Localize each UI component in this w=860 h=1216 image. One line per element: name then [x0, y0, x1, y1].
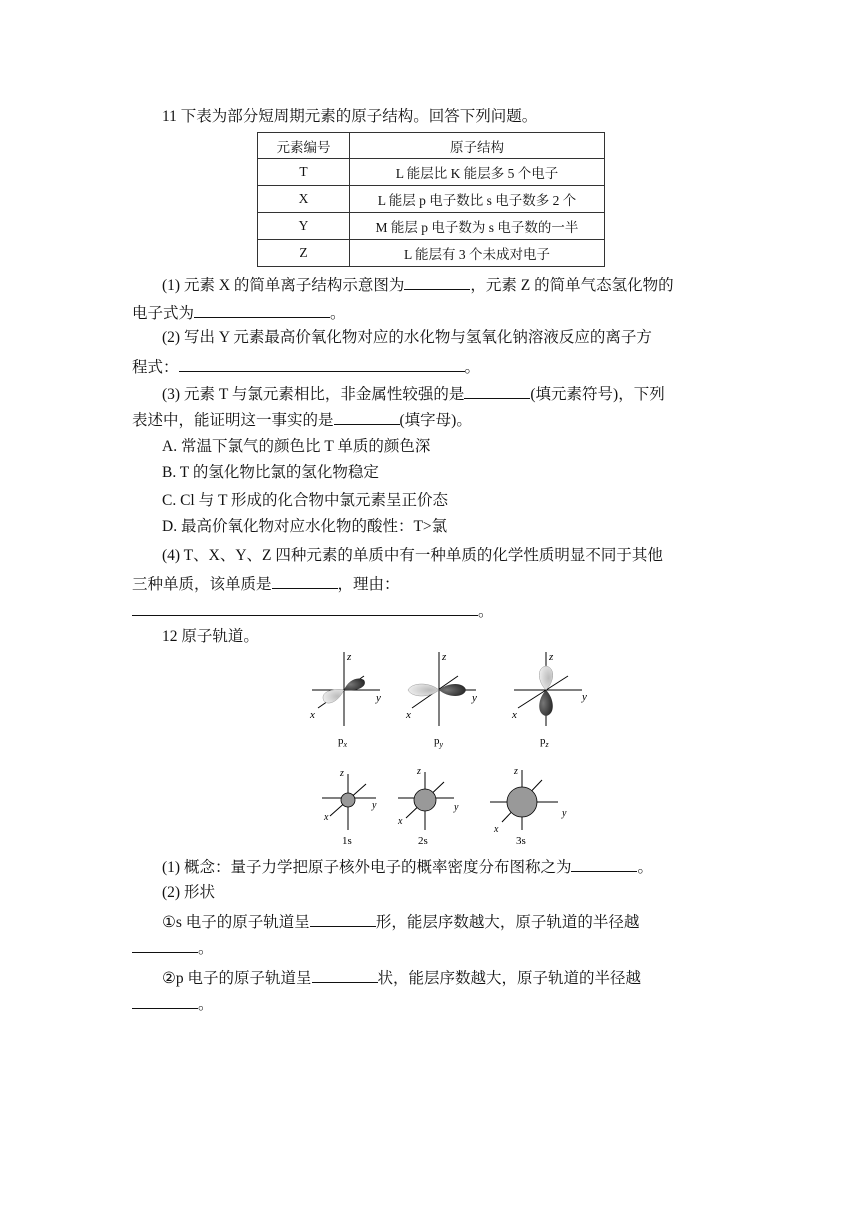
z-axis-label: z: [549, 651, 554, 663]
q11-part4-line2: 三种单质，该单质是 ，理由：: [132, 572, 400, 596]
answer-blank[interactable]: [179, 355, 465, 372]
2s-caption: 2s: [418, 835, 428, 847]
option-a: A. 常温下氯气的颜色比 T 单质的颜色深: [162, 438, 431, 455]
answer-blank[interactable]: [310, 910, 376, 927]
option-b: B. T 的氢化物比氯的氢化物稳定: [162, 464, 379, 481]
3s-orbital: [490, 766, 567, 847]
q11-part2-line1: (2) 写出 Y 元素最高价氧化物对应的水化物与氢氧化钠溶液反应的离子方: [162, 329, 652, 346]
z-axis-label: z: [347, 651, 352, 663]
atomic-structure-table: [257, 132, 605, 267]
table-cell: L 能层 p 电子数比 s 电子数多 2 个: [350, 186, 605, 213]
answer-blank[interactable]: [132, 936, 198, 953]
z-axis-label: z: [442, 651, 447, 663]
3s-caption: 3s: [516, 835, 526, 847]
x-axis-label: x: [512, 709, 517, 721]
q11-part4-line3: 。: [132, 599, 494, 623]
z-axis-label: z: [514, 766, 518, 777]
y-axis-label: y: [472, 692, 477, 704]
table-cell: Z: [258, 240, 350, 267]
x-axis-label: x: [310, 709, 315, 721]
2s-orbital: [397, 766, 459, 847]
answer-blank[interactable]: [272, 572, 338, 589]
answer-blank[interactable]: [132, 599, 478, 616]
q11-intro: 11 下表为部分短周期元素的原子结构。回答下列问题。: [162, 108, 538, 125]
y-axis-label: y: [454, 802, 459, 813]
answer-blank[interactable]: [312, 966, 378, 983]
1s-orbital: [322, 768, 377, 847]
table-cell: L 能层比 K 能层多 5 个电子: [350, 159, 605, 186]
option-d: D. 最高价氧化物对应水化物的酸性：T>氯: [162, 518, 448, 535]
z-axis-label: z: [340, 768, 344, 779]
s-orbital-figure: [314, 764, 578, 848]
option-c: C. Cl 与 T 形成的化合物中氯元素呈正价态: [162, 492, 449, 509]
table-header-row: [258, 133, 605, 159]
q12-part2: (2) 形状: [162, 884, 215, 901]
q11-part2-line2: 程式： 。: [132, 355, 480, 379]
x-axis-label: x: [494, 824, 499, 835]
q12-part1: (1) 概念：量子力学把原子核外电子的概率密度分布图称之为 。: [162, 855, 653, 879]
1s-caption: 1s: [342, 835, 352, 847]
q11-part3-line1: (3) 元素 T 与氯元素相比，非金属性较强的是 (填元素符号)，下列: [162, 382, 665, 406]
q12-intro: 12 原子轨道。: [162, 628, 259, 645]
q11-part4-line1: (4) T、X、Y、Z 四种元素的单质中有一种单质的化学性质明显不同于其他: [162, 547, 663, 564]
q12-p-line1: ②p 电子的原子轨道呈 状，能层序数越大，原子轨道的半径越: [162, 966, 641, 990]
px-orbital: [312, 652, 380, 726]
table-row: [258, 213, 605, 240]
p-orbital-figure: [300, 646, 600, 750]
table-header: 原子结构: [350, 133, 605, 159]
table-row: [258, 159, 605, 186]
table-cell: L 能层有 3 个未成对电子: [350, 240, 605, 267]
x-axis-label: x: [406, 709, 411, 721]
x-axis-label: x: [398, 816, 403, 827]
answer-blank[interactable]: [571, 855, 637, 872]
py-caption: $p_y$: [434, 735, 444, 749]
py-orbital: [408, 652, 476, 726]
q12-s-line1: ①s 电子的原子轨道呈 形，能层序数越大，原子轨道的半径越: [162, 910, 639, 934]
table-cell: X: [258, 186, 350, 213]
x-axis-label: x: [324, 812, 329, 823]
answer-blank[interactable]: [334, 408, 400, 425]
q12-p-line2: 。: [132, 992, 214, 1016]
table-header: 元素编号: [258, 133, 350, 159]
px-caption: $p_x$: [338, 735, 348, 749]
table-cell: M 能层 p 电子数为 s 电子数的一半: [350, 213, 605, 240]
q12-s-line2: 。: [132, 936, 214, 960]
answer-blank[interactable]: [464, 382, 530, 399]
answer-blank[interactable]: [132, 992, 198, 1009]
answer-blank[interactable]: [194, 301, 330, 318]
q11-part1-line1: (1) 元素 X 的简单离子结构示意图为 ，元素 Z 的简单气态氢化物的: [162, 273, 674, 297]
y-axis-label: y: [372, 800, 377, 811]
z-axis-label: z: [417, 766, 421, 777]
q11-part3-line2: 表述中，能证明这一事实的是 (填字母)。: [132, 408, 472, 432]
y-axis-label: y: [376, 692, 381, 704]
y-axis-label: y: [582, 691, 587, 703]
table-row: [258, 240, 605, 267]
y-axis-label: y: [562, 808, 567, 819]
table-row: [258, 186, 605, 213]
pz-caption: $p_z$: [540, 735, 549, 749]
table-cell: T: [258, 159, 350, 186]
pz-orbital: [514, 652, 582, 726]
q11-part1-line2: 电子式为 。: [132, 301, 346, 325]
table-cell: Y: [258, 213, 350, 240]
answer-blank[interactable]: [404, 273, 470, 290]
